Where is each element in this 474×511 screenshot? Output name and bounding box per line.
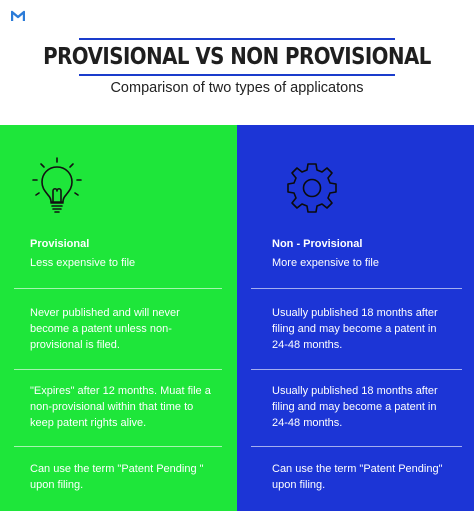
provisional-row-2: "Expires" after 12 months. Muat file a non-provisional within that time to keep patent rights alive. [30,385,211,429]
non-provisional-row-1: Usually published 18 months after filing and may become a patent in 24-48 months. [272,307,438,351]
m-logo-icon [11,10,25,22]
gear-icon [285,161,339,215]
title-bottom-rule [79,74,395,76]
row-divider [251,446,462,447]
page-title: PROVISIONAL VS NON PROVISIONAL [43,44,431,70]
non-provisional-summary: More expensive to file [272,257,379,269]
row-divider [251,288,462,289]
row-divider [14,369,222,370]
lightbulb-icon [30,157,84,213]
header [0,0,474,125]
provisional-column [0,125,237,511]
non-provisional-heading: Non - Provisional [272,238,363,250]
non-provisional-column [237,125,474,511]
page-subtitle: Comparison of two types of applicatons [110,80,364,96]
row-divider [14,446,222,447]
non-provisional-row-2: Usually published 18 months after filing and may become a patent in 24-48 months. [272,385,438,429]
non-provisional-row-3: Can use the term "Patent Pending" upon filing. [272,463,443,491]
provisional-heading: Provisional [30,238,90,250]
row-divider [14,288,222,289]
provisional-row-1: Never published and will never become a patent unless non- provisional is filed. [30,307,180,351]
provisional-summary: Less expensive to file [30,257,136,269]
row-divider [251,369,462,370]
provisional-row-3: Can use the term "Patent Pending " upon filing. [30,463,204,491]
